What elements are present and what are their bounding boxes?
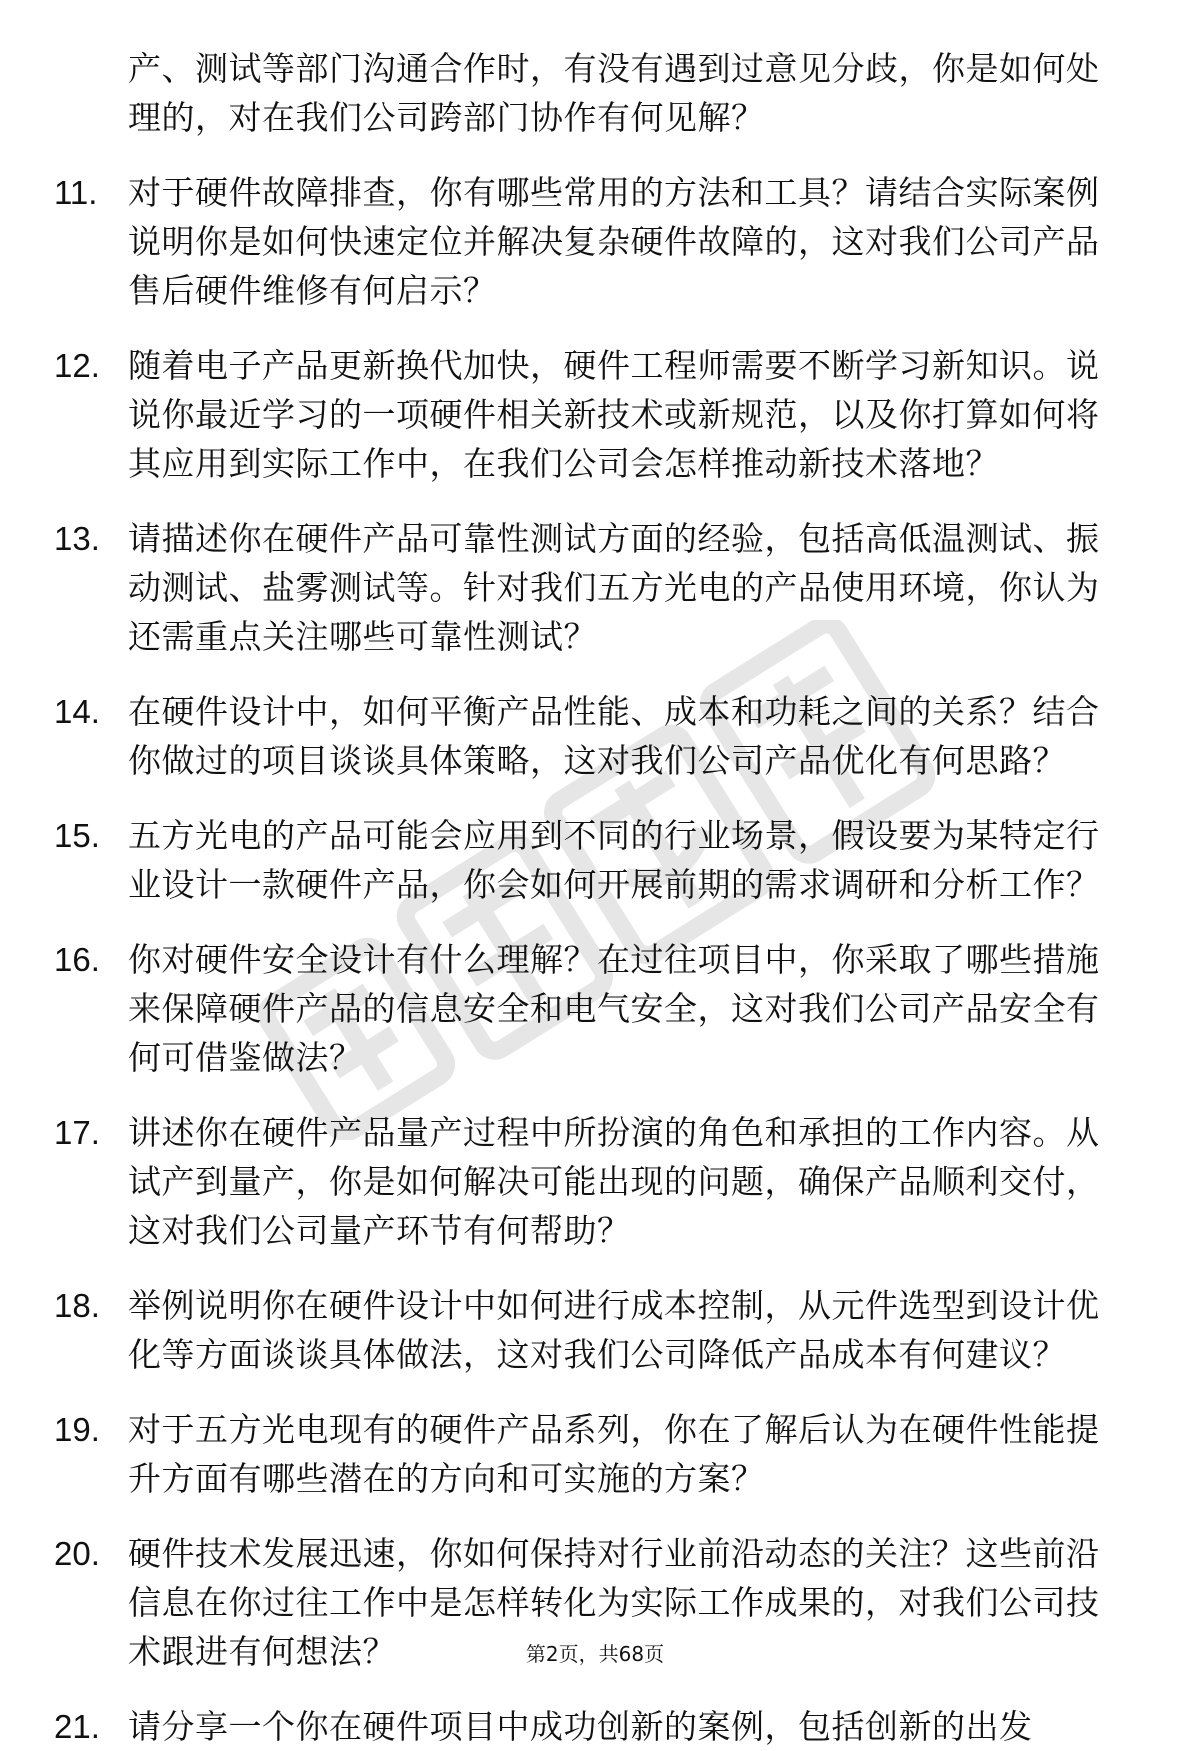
question-number: 21. — [54, 1708, 100, 1745]
question-item-15 — [0, 811, 1190, 909]
question-text: 在硬件设计中，如何平衡产品性能、成本和功耗之间的关系？结合你做过的项目谈谈具体策略，这对我们公司产品优化有何思路？ — [128, 692, 1100, 780]
question-number: 12. — [54, 347, 100, 384]
page-footer: 第2页，共68页 — [525, 1642, 665, 1666]
question-number: 17. — [54, 1114, 100, 1151]
question-item-13 — [0, 514, 1190, 661]
question-text: 请分享一个你在硬件项目中成功创新的案例，包括创新的出发 — [128, 1707, 1033, 1746]
question-text: 讲述你在硬件产品量产过程中所扮演的角色和承担的工作内容。从试产到量产，你是如何解决可能出现的问题，确保产品顺利交付，这对我们公司量产环节有何帮助？ — [128, 1113, 1100, 1250]
question-text: 对于五方光电现有的硬件产品系列，你在了解后认为在硬件性能提升方面有哪些潜在的方向和可实施的方案？ — [128, 1410, 1100, 1498]
question-text: 你对硬件安全设计有什么理解？在过往项目中，你采取了哪些措施来保障硬件产品的信息安全和电气安全，这对我们公司产品安全有何可借鉴做法？ — [128, 940, 1100, 1077]
question-item-20 — [0, 1529, 1190, 1676]
question-item-12 — [0, 341, 1190, 488]
question-number: 14. — [54, 693, 100, 730]
question-item-18 — [0, 1281, 1190, 1379]
question-item-17 — [0, 1108, 1190, 1255]
question-number: 18. — [54, 1287, 100, 1324]
question-number: 20. — [54, 1535, 100, 1572]
question-number: 19. — [54, 1411, 100, 1448]
question-number: 16. — [54, 941, 100, 978]
question-item-19 — [0, 1405, 1190, 1503]
question-text: 举例说明你在硬件设计中如何进行成本控制，从元件选型到设计优化等方面谈谈具体做法，这对我们公司降低产品成本有何建议？ — [128, 1286, 1100, 1374]
question-number: 11. — [54, 174, 98, 211]
question-number: 13. — [54, 520, 100, 557]
question-text: 五方光电的产品可能会应用到不同的行业场景，假设要为某特定行业设计一款硬件产品，你会如何开展前期的需求调研和分析工作？ — [128, 816, 1100, 904]
continuation-paragraph: 产、测试等部门沟通合作时，有没有遇到过意见分歧，你是如何处理的，对在我们公司跨部门协作有何见解？ — [128, 49, 1100, 137]
question-number: 15. — [54, 817, 100, 854]
question-item-11 — [0, 168, 1190, 315]
question-text: 硬件技术发展迅速，你如何保持对行业前沿动态的关注？这些前沿信息在你过往工作中是怎样转化为实际工作成果的，对我们公司技术跟进有何想法？ — [128, 1534, 1100, 1671]
document-body — [0, 44, 1190, 1751]
question-item-14 — [0, 687, 1190, 785]
question-text: 对于硬件故障排查，你有哪些常用的方法和工具？请结合实际案例说明你是如何快速定位并解决复杂硬件故障的，这对我们公司产品售后硬件维修有何启示？ — [128, 173, 1100, 310]
question-text: 随着电子产品更新换代加快，硬件工程师需要不断学习新知识。说说你最近学习的一项硬件相关新技术或新规范，以及你打算如何将其应用到实际工作中，在我们公司会怎样推动新技术落地？ — [128, 346, 1100, 483]
question-item-21 — [0, 1702, 1190, 1751]
question-item-16 — [0, 935, 1190, 1082]
question-text: 请描述你在硬件产品可靠性测试方面的经验，包括高低温测试、振动测试、盐雾测试等。针对我们五方光电的产品使用环境，你认为还需重点关注哪些可靠性测试？ — [128, 519, 1100, 656]
